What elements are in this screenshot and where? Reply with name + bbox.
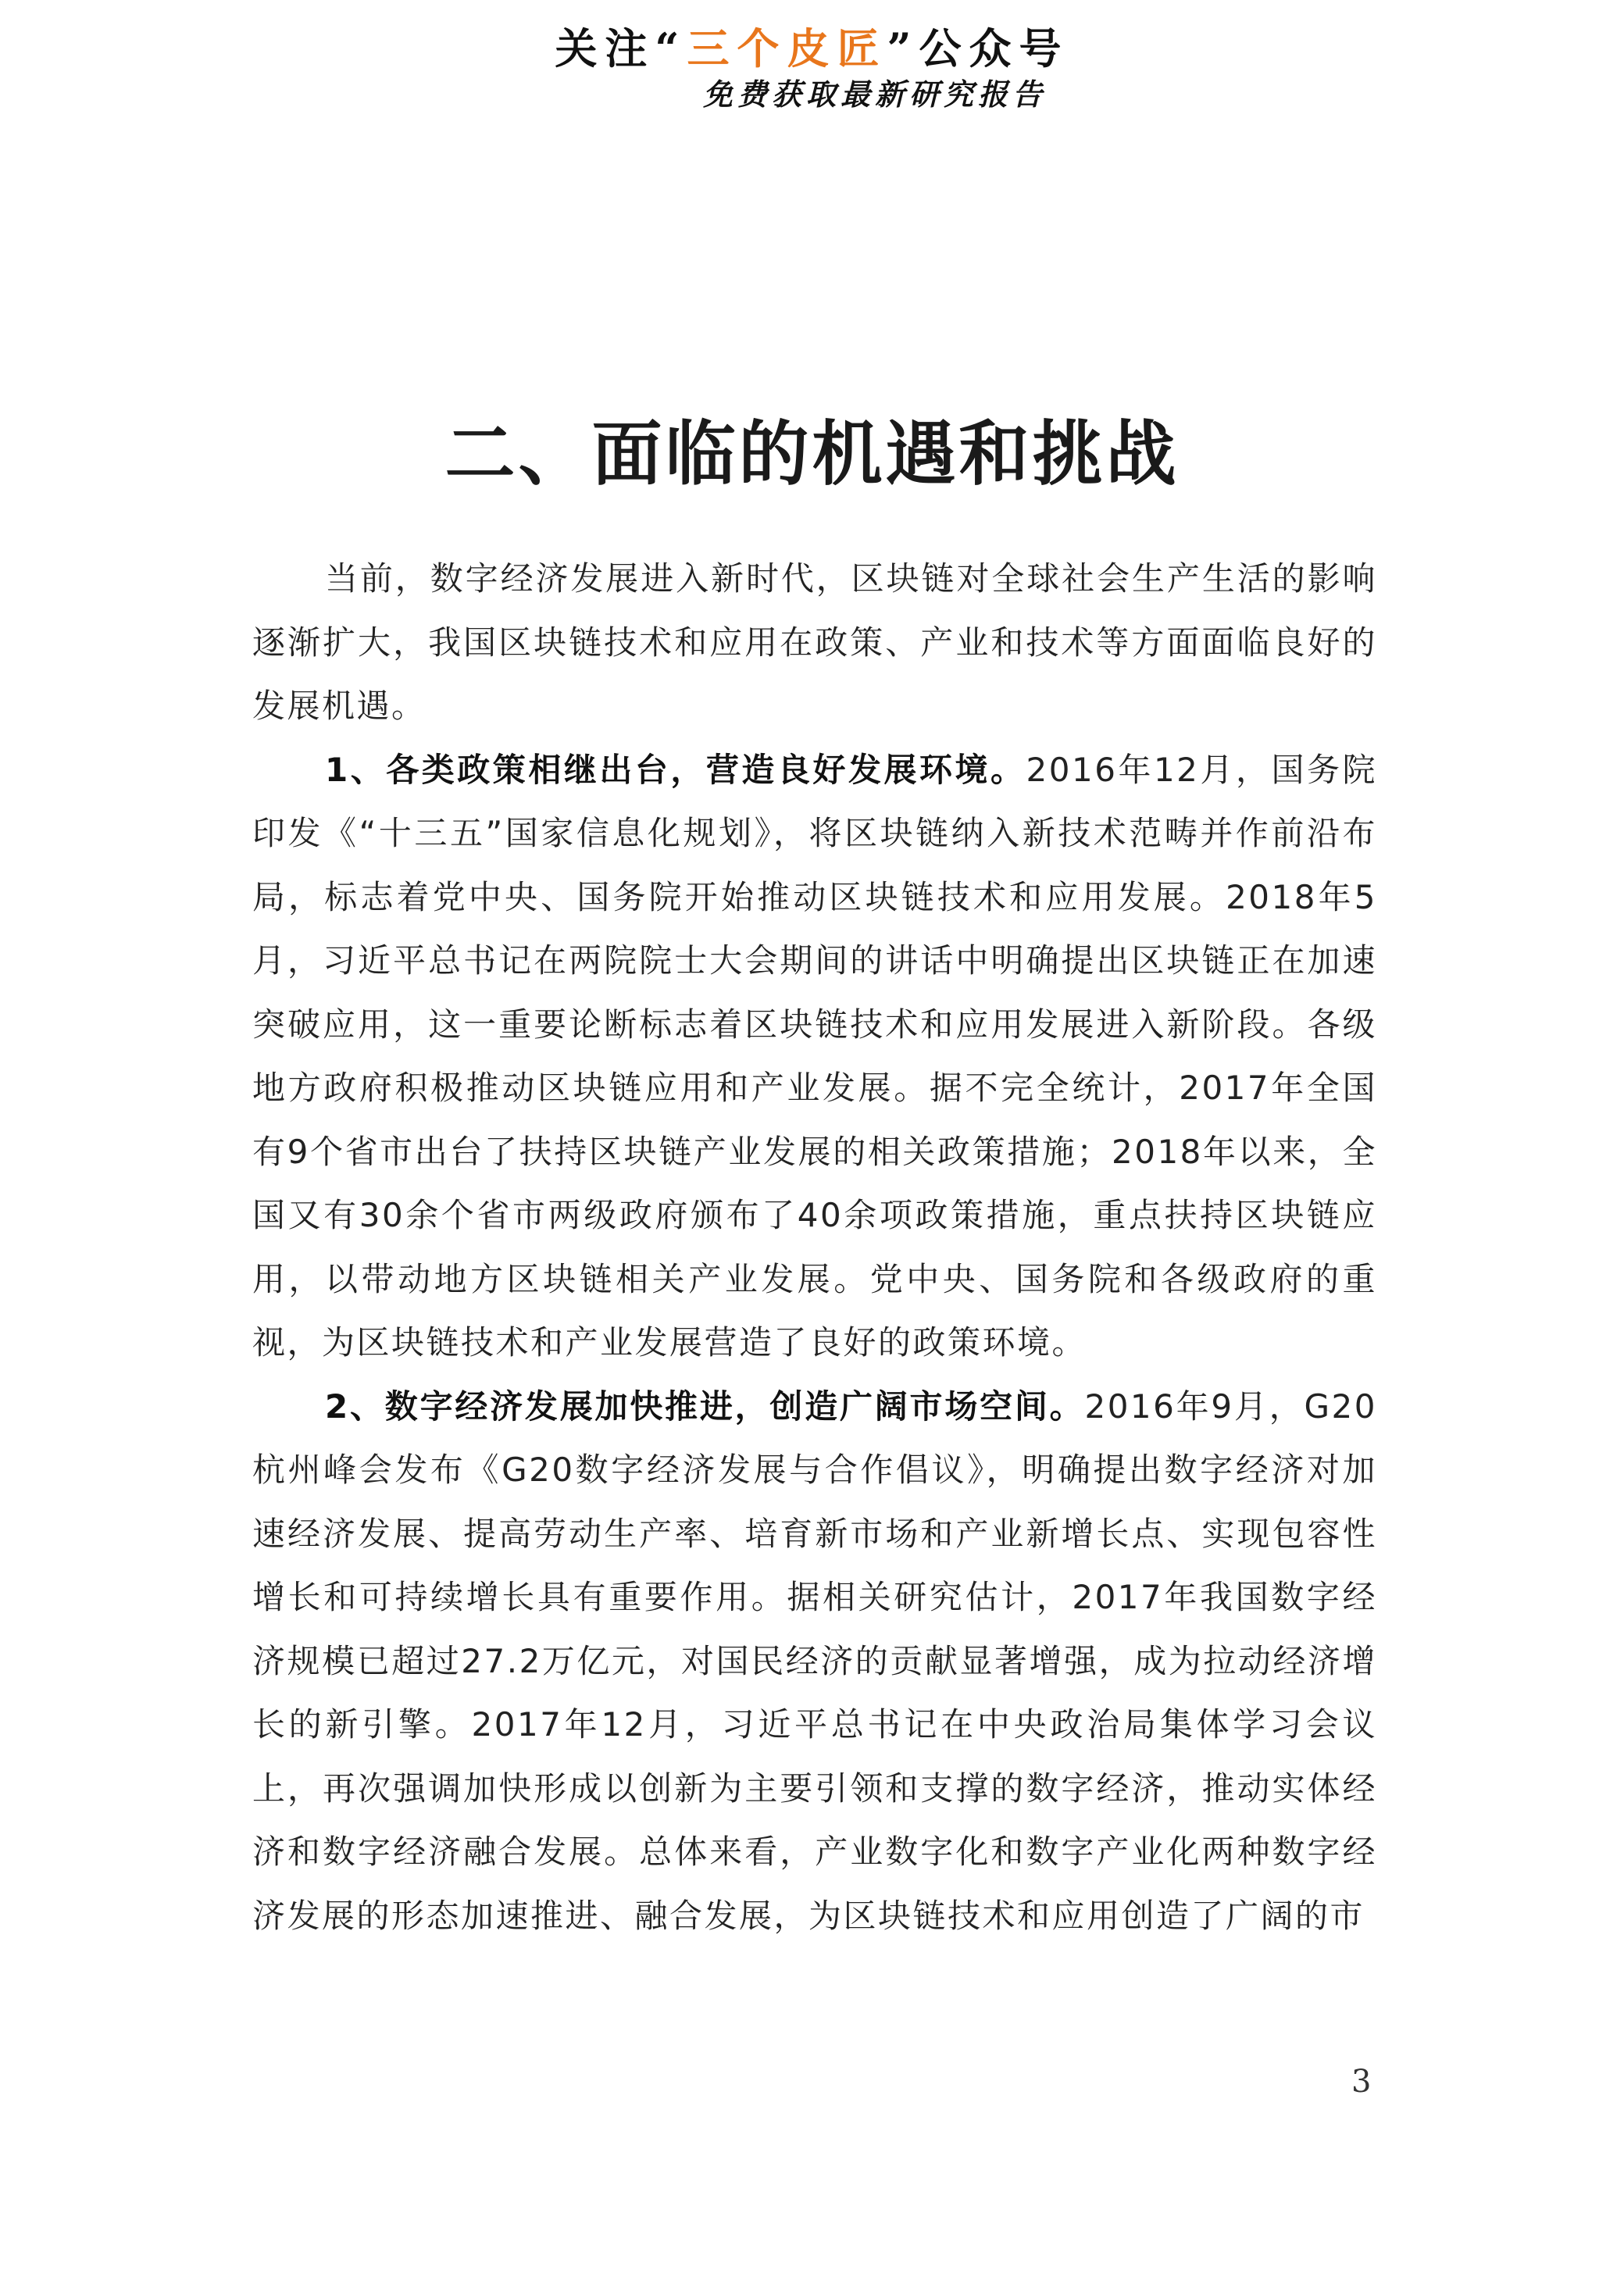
watermark-prefix: 关注“	[555, 23, 687, 73]
section-text-1: 2016年12月，国务院印发《“十三五”国家信息化规划》，将区块链纳入新技术范畴并作前沿布局，标志着党中央、国务院开始推动区块链技术和应用发展。2018年5月，习近平总书记在两院院士大会期间的讲话中明确提出区块链正在加速突破应用，这一重要论断标志着区块链技术和应用发展进入新阶段。各级地方政府积极推动区块链应用和产业发展。据不完全统计，2017年全国有9个省市出台了扶持区块链产业发展的相关政策措施；2018年以来，全国又有30余个省市两级政府颁布了40余项政策措施，重点扶持区块链应用，以带动地方区块链相关产业发展。党中央、国务院和各级政府的重视，为区块链技术和产业发展营造了良好的政策环境。	[252, 750, 1377, 1362]
section-heading-1: 1、各类政策相继出台，营造良好发展环境。	[325, 750, 1026, 789]
watermark-suffix: ”公众号	[887, 23, 1069, 73]
document-body	[252, 547, 1377, 1947]
page-title: 二、面临的机遇和挑战	[444, 412, 1180, 495]
page-number: 3	[1351, 2064, 1372, 2100]
section-paragraph-2	[252, 1375, 1377, 1948]
watermark-tagline: 免费获取最新研究报告	[703, 77, 1048, 112]
intro-paragraph: 当前，数字经济发展进入新时代，区块链对全球社会生产生活的影响逐渐扩大，我国区块链技术和应用在政策、产业和技术等方面面临良好的发展机遇。	[252, 559, 1377, 725]
watermark-header	[0, 16, 1624, 76]
section-paragraph-1	[252, 738, 1377, 1375]
watermark-account-name: 三个皮匠	[687, 23, 887, 73]
section-text-2: 2016年9月，G20杭州峰会发布《G20数字经济发展与合作倡议》，明确提出数字经济对加速经济发展、提高劳动生产率、培育新市场和产业新增长点、实现包容性增长和可持续增长具有重要作用。据相关研究估计，2017年我国数字经济规模已超过27.2万亿元，对国民经济的贡献显著增强，成为拉动经济增长的新引擎。2017年12月，习近平总书记在中央政治局集体学习会议上，再次强调加快形成以创新为主要引领和支撑的数字经济，推动实体经济和数字经济融合发展。总体来看，产业数字化和数字产业化两种数字经济发展的形态加速推进、融合发展，为区块链技术和应用创造了广阔的市	[252, 1387, 1377, 1935]
section-heading-2: 2、数字经济发展加快推进，创造广阔市场空间。	[325, 1387, 1085, 1426]
